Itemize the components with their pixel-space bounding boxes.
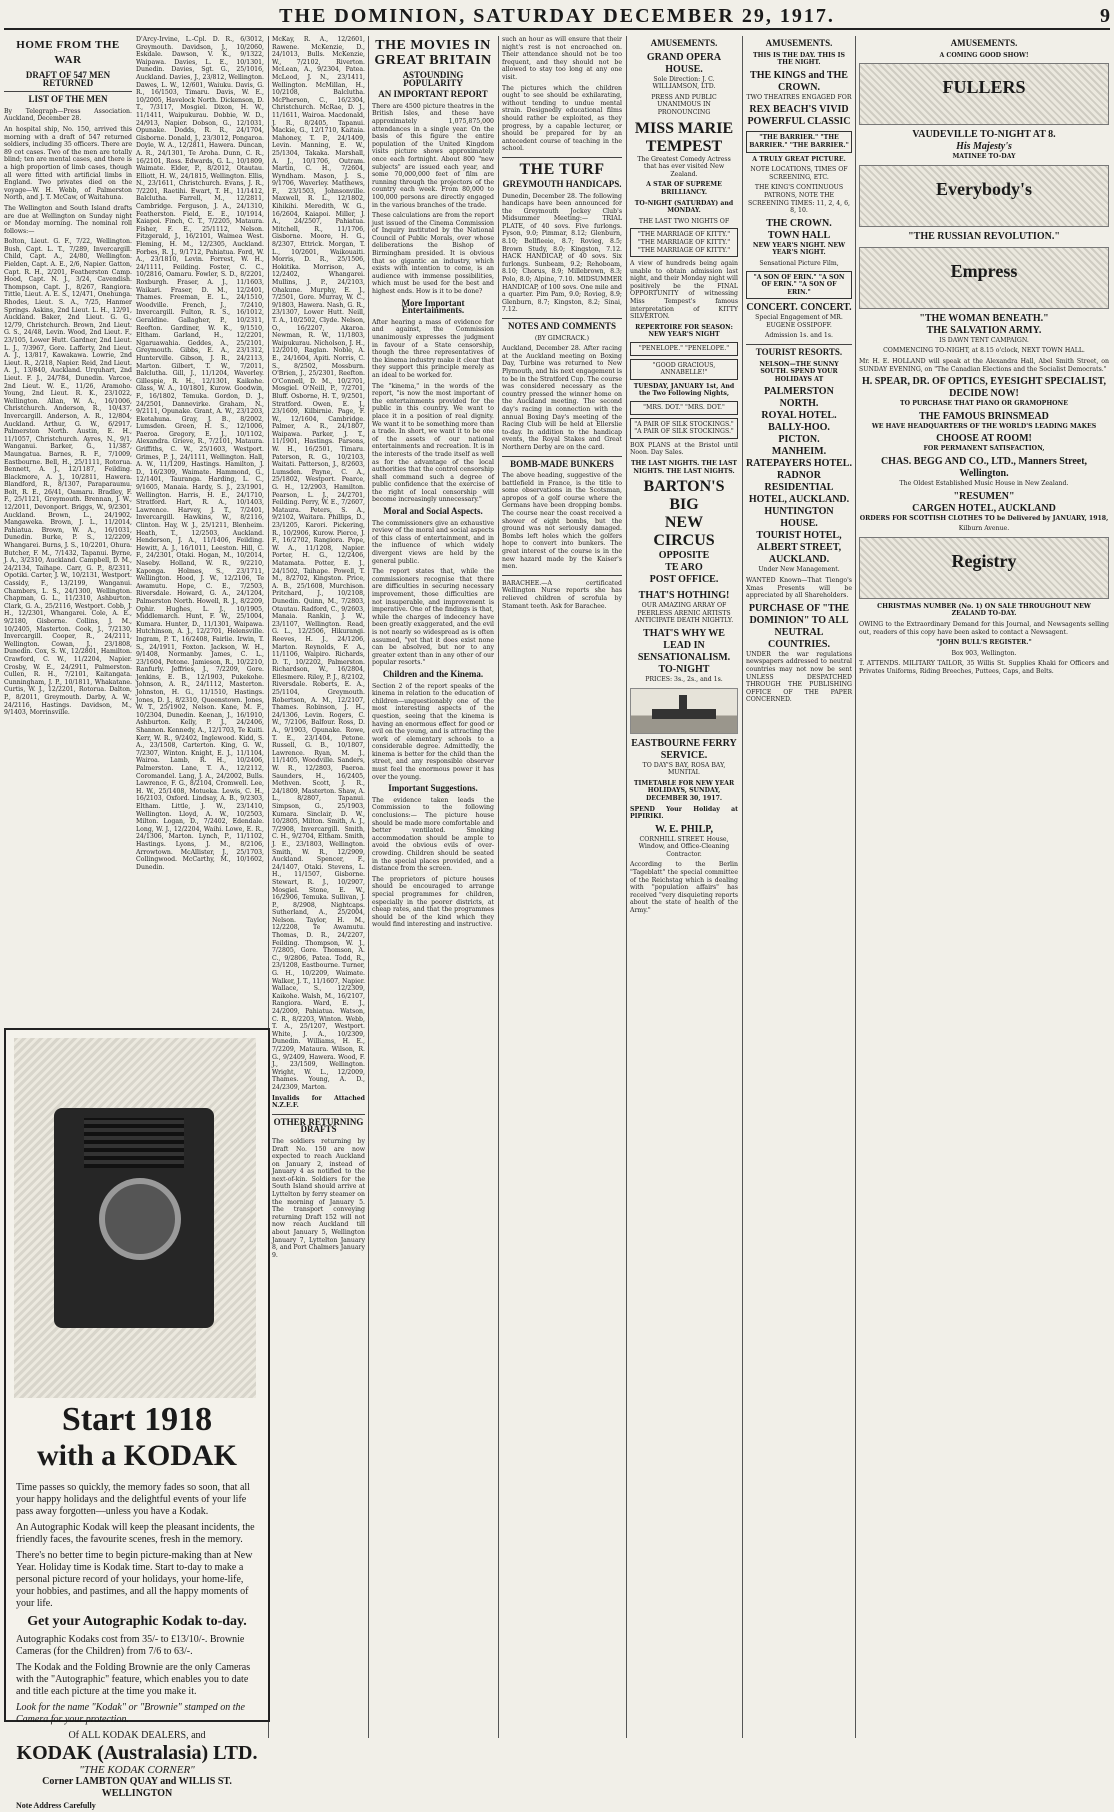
article-heading: THE TURF <box>519 160 605 178</box>
article-paragraph: The soldiers returning by Draft No. 150 are now expected to reach Auckland on January 2, instead of January 4 as notified to the next-of-kin. Soldiers for the South Island should arrive at Lyttelton by ferry steamer on the morning of January 5. The transport conveying returning Draft 152 will not now reach Auckland till about January 5, Wellington January 7, Lyttelton January 8, and Port Chalmers January 9. <box>272 1137 365 1259</box>
column-amusements-3: AMUSEMENTS. A COMING GOOD SHOW! FULLERS VAUDEVILLE TO-NIGHT AT 8. His Majesty's MATINEE TO-DAY Everybody's "THE RUSSIAN REVOLUTION." Empress "THE WOMAN BENEATH." THE SALVATION ARMY. IS DAWN TENT CAMPAIGN. COMMENCING TO-NIGHT, at 8.15 o'clock, NEXT TOWN HALL. Mr. H. E. HOLLAND will speak at the Alexandra Hall, Abel Smith Street, on SUNDAY EVENING, on "The Canadian Elections and the Socialist Democrats." H. SPEAR, DR. OF OPTICS, EYESIGHT SPECIALIST, DECIDE NOW! TO PURCHASE THAT PIANO OR GRAMOPHONE THE FAMOUS BRINSMEAD WE HAVE HEADQUARTERS OF THE WORLD'S LEADING MAKES CHOOSE AT ROOM! FOR PERMANENT SATISFACTION, CHAS. BEGG AND CO., LTD., Manners Street, Wellington. The Oldest Established Music House in New Zealand. "RESUMEN" CARGEN HOTEL, AUCKLAND ORDERS FOR SCOTTISH CLOTHES TO be Delivered by JANUARY, 1918, Kilburn Avenue. Registry CHRISTMAS NUMBER (No. 1) ON SALE THROUGHOUT NEW ZEALAND TO-DAY. OWING to the Extraordinary Demand for this Journal, and Newsagents selling out, readers of this copy have been asked to contact a Newsagent. "JOHN BULL'S REGISTER." Box 903, Wellington. T. ATTENDS. MILITARY TAILOR, 35 Willis St. Supplies Khaki for Officers and Privates Uniforms, Riding Breeches, Puttees, Caps, and Belts. <box>859 38 1109 675</box>
article-heading: THE MOVIES IN GREAT BRITAIN <box>374 38 492 68</box>
kodak-body: Time passes so quickly, the memory fades so soon, that all your happy holidays and the delightful events of your life pass away forgotten—unless you have a Kodak. An Autographic Kodak will keep the pleasant incidents, the friendly faces, the favourite scenes, fresh in the memory. There's no better time to begin picture-making than at New Year. Holiday time is Kodak time. Start to-day to make a personal picture record of your holidays, your home-life, your hobbies, and pastimes, and all the happy moments of your life. Get your Autographic Kodak to-day. Autographic Kodaks cost from 35/- to £13/10/-. Brownie Cameras (for the Children) from 7/6 to 63/-. The Kodak and the Folding Brownie are the only Cameras with the "Autographic" feature, which enables you to date and title each picture at the time you make it. Look for the name "Kodak" or "Brownie" stamped on the Camera for your protection. Of ALL KODAK DEALERS, and KODAK (Australasia) LTD. "THE KODAK CORNER" Corner LAMBTON QUAY and WILLIS ST. WELLINGTON Note Address Carefully <box>16 1482 258 1810</box>
column-names-3: McKay, R. A., 12/2601, Rawene. McKenzie, D., 24/1013, Bulls. McKenzie, W., 7/2102, Riverton. McLean, A., 9/2304, Patea. McLeod, J. N., 23/1411, Wellington. McMillan, H., 10/2108, Balclutha. McPherson, C., 16/2304, Christchurch. McRae, D. J., 11/1611, Wairoa. Macdonald, J. R., 8/2405, Tapanui. Mackie, G., 12/1710, Kaitaia. Mahoney, T. P., 24/1409, Levin. Manning, E. W., 25/1304, Takaka. Marshall, A. J., 10/1706, Outram. Martin, C. H., 7/2604, Wyndham. Mason, J. S., 9/1706, Waverley. Matthews, F., 23/1503, Johnsonville. Maxwell, R. L., 12/1802, Kihikihi. Meredith, W. G., 16/2604, Kaiapoi. Miller, J. A., 24/2507, Pahiatua. Mitchell, R., 11/1706, Gisborne. Moore, H. G., 8/2307, Ettrick. Morgan, T. L., 10/2601, Waikouaiti. Morris, D. R., 25/1506, Hokitika. Morrison, A., 12/2402, Whangarei. Mullins, J. P., 24/2103, Ohakune. Murphy, E. J., 7/2501, Gore. Murray, W. C., 9/1803, Hawera. Nash, G. R., 23/1307, Lower Hutt. Neill, T. A., 10/2502, Clyde. Nelson, O., 16/2207, Akaroa. Newman, R. W., 11/1803, Waipukurau. Nicholson, J. H., 12/2010, Raglan. Noble, A. E., 24/1604, Apiti. Norris, C. S., 8/2502, Mossburn. O'Brien, J., 25/2301, Reefton. O'Connell, D. M., 10/2701, Mosgiel. O'Neill, P., 7/2701, Bluff. Osborne, H. T., 9/2501, Stratford. Owen, E. J., 23/1609, Kilbirnie. Page, F. W., 12/1604, Cambridge. Palmer, A. R., 24/1807, Waipawa. Parker, J. T., 11/1901, Hastings. Parsons, W. H., 16/2501, Timaru. Paterson, R. G., 10/2103, Waitati. Patterson, J., 8/2603, Lumsden. Payne, C. A., 25/1802, Westport. Pearce, G. H., 12/2903, Hamilton. Pearson, L. J., 24/2701, Feilding. Perry, W. E., 7/2607, Mataura. Peters, S. A., 9/2102, Waitara. Phillips, D., 23/1205, Karori. Pickering, R., 10/2906, Kurow. Pierce, J. F., 16/2702, Rangiora. Pope, W. A., 11/1208, Napier. Porter, H. G., 12/2406, Matamata. Potter, E. J., 24/1502, Taihape. Powell, T. M., 8/2702, Kingston. Price, A. B., 25/1608, Murchison. Pritchard, J., 10/2108, Dunedin. Quinn, M., 7/2803, Otautau. Radford, C., 9/2603, Manaia. Rankin, J. W., 23/1107, Wellington. Read, G. L., 12/2506, Hikurangi. Reeves, H. J., 24/1206, Marton. Reynolds, F. A., 11/1106, Waipiro. Richards, D. T., 10/2202, Palmerston. Richardson, W., 16/2804, Ellesmere. Riley, P. J., 8/2102, Riversdale. Roberts, E. A., 25/1104, Greymouth. Robertson, A. M., 12/2107, Thames. Robinson, J. H., 24/1306, Levin. Rogers, C. W., 7/2106, Balfour. Ross, D. A., 9/1903, Opunake. Rowe, T. E., 23/1404, Petone. Russell, G. B., 10/1807, Lawrence. Ryan, M. J., 11/1405, Woodville. Sanders, W. R., 12/2803, Paeroa. Saunders, H., 16/2405, Methven. Scott, J. R., 24/1809, Masterton. Shaw, A. L., 8/2807, Tapanui. Simpson, G., 25/1903, Kumara. Sinclair, D. W., 10/2805, Milton. Smith, A. J., 7/2908, Invercargill. Smith, C. H., 9/2704, Eltham. Smith, J. E., 23/1803, Wellington. Smith, W. R., 12/2909, Auckland. Spencer, F., 24/1407, Otaki. Stevens, L. H., 11/1507, Gisborne. Stewart, R. J., 10/2907, Mosgiel. Stone, E. W., 16/2906, Temuka. Sullivan, J. P., 8/2908, Nightcaps. Sutherland, A., 25/2004, Nelson. Taylor, H. M., 12/2208, Te Awamutu. Thomas, D. R., 24/2207, Feilding. Thompson, W. J., 7/2805, Gore. Thomson, A. C., 9/2806, Patea. Todd, R., 23/1208, Eastbourne. Turner, G. H., 10/2209, Waimate. Walker, J. T., 11/1607, Napier. Wallace, S., 12/2309, Kaikohe. Walsh, M., 16/2107, Rangiora. Ward, E. J., 24/2009, Pahiatua. Watson, C. R., 8/2203, Winton. Webb, T. A., 25/1207, Westport. White, J. A., 10/2309, Dunedin. Williams, H. E., 7/2209, Mataura. Wilson, R. G., 9/2409, Hawera. Wood, F. J., 23/1509, Wellington. Wright, W. L., 12/2009, Thames. Young, A. D., 24/2309, Marton. Invalids for Attached N.Z.E.F. OTHER RETURNING DRAFTS The soldiers returning by Draft No. 150 are now expected to reach Auckland on January 2, instead of January 4 as notified to the next-of-kin. Soldiers for the South Island should arrive at Lyttelton by ferry steamer on the morning of January 5. The transport conveying returning Draft 152 will not now reach Auckland till about January 5, Wellington January 7, Lyttelton January 8, and Port Chalmers January 9. <box>272 36 365 1259</box>
column-turf: such an hour as will ensure that their night's rest is not encroached on. Their attendance should not be too frequent, and they should not be allowed to stay too long at any one visit. The pictures which the children ought to see should be exhilarating, without tending to undue mental strain. Designedly educational films should rather be exploited, as they progress, by a capable lecturer, or should be prepared for by an antecedent course of teaching in the school. THE TURF GREYMOUTH HANDICAPS. Dunedin, December 28. The following handicaps have been announced for the Greymouth Jockey Club's Midsummer Meeting:— TRIAL PLATE, of 40 sovs. Five furlongs. Fyson, 9.0; Pimmar, 8.12; Glenburn, 8.10; Bellfieeie, 8.7; Rovieg, 8.5; Brown Study, 8.0; Kingston, 7.12. HACK HANDICAP, of 40 sovs. Six furlongs. Sunbeam, 9.2; Rehoboam, 8.10; Chorus, 8.9; Millebrown, 8.3; Polo, 8.0; Alpine, 7.10. MIDSUMMER HANDICAP, of 100 sovs. One mile and a quarter. Pim Pam, 9.0; Rovieg, 8.9; Glenburn, 8.7; Kingston, 8.2; Sinai, 7.12. NOTES AND COMMENTS (BY GIMCRACK.) Auckland, December 28. After racing at the Auckland meeting on Boxing Day, Turbine was returned to New Plymouth, and his next engagement is to be in the Stratford Cup. The course was considered necessary as the country pressed the winner home on the Auckland meeting. The second day's racing in connection with the annual Boxing Day's meeting of the Racing Club will be held at Ellerslie to-day. In addition to the handicap events, the Royal Stakes and Great Northern Derby are on the card. BOMB-MADE BUNKERS The above heading, suggestive of the battlefield in France, is the title to some observations in the Scotsman, apropos of a golf course where the Germans have been dropping bombs. The course near the coast received a shower of eight bombs, but the ground was not seriously damaged. Bombs left holes which the golfers hope to convert into bunkers. The great interest of the course is in the new hazard made by the Kaiser's men. BARACHEE.—A certificated Wellington Nurse reports she has relieved children of scrofula by Stamant teeth. Ask for Barachee. <box>502 36 622 610</box>
article-paragraph: An hospital ship, No. 150, arrived this morning with a draft of 547 returned soldiers, including 35 officers. There are 89 cot cases. Two of the men are totally blind; ten are mental cases, and there is a high proportion of limb cases, though all were fitted with artificial limbs in England. Two privates died on the voyage—W. H. Webb, of Palmerston North, and J. T. McCaw, of Waitahuna. <box>4 125 132 202</box>
article-subheading: DRAFT OF 547 MEN RETURNED <box>25 70 111 88</box>
column-rule <box>368 36 369 1738</box>
name-list: Bolton, Lieut. G. F., 7/22, Wellington. Bush, Capt. L. T., 7/289, Invercargill. Child, Capt. A., 24/80, Wellington. Fielden, Capt. A. E., 2/6, Napier. Gatton, Capt. R. H., 2/201, Featherston Camp. Hood, Capt. N. J., 3/24, Cavendish. Thompson, Capt. J., 8/267, Rangiora. Tittle, Lieut. A. E. S., 12/471, Onehunga. Rhodes, Lieut. S. A., 7/25, Hanmer Springs. Askins, 2nd Lieut. L. H., 12/91, Auckland. Baker, 2nd Lieut. G. G., 12/79, Christchurch. Brown, 2nd Lieut. G. S., 24/48, Levin. Wood, 2nd Lieut. F., 23/105, Lower Hutt. Gardner, 2nd Lieut. L. J., 7/3967, Gore. Lafferty, 2nd Lieut. A. J., 13/817, Kawakawa. Lowrie, 2nd Lieut. R., 2/218, Napier. Reid, 2nd Lieut. A. J., 13/840, Auckland. Urquhart, 2nd Lieut. F. J., 24/784, Dunedin. Varcoe, 2nd Lieut. W. E., 11/26, Aramoho. Young, 2nd Lieut. R. K., 23/1022, Wellington. Allan, W. A., 16/1006, Christchurch. Anderson, R., 10/437, Invercargill. Anderson, A. R., 12/804, Auckland. Arthur, G. W., 6/2917, Palmerston North. Austin, E. H., 11/1057, Christchurch. Ayres, N., 9/1, Wanganui. Barker, G., 11/387, Maungatua. Barnes, R. F., 7/1009, Eastbourne. Bell, H., 25/1111, Rotorua. Bennett, A. J., 12/1187, Feilding. Blackmore, A. J., 10/2811, Hawera. Blandford, R., 8/1307, Paraparaumu. Bolt, R. E., 26/41, Oamaru. Bradley, F. F., 25/1121, Greymouth. Brennan, J. W., 12/2011, Devonport. Briggs, W., 9/2301, Auckland. Brown, L., 24/1902, Mangaweka. Brown, J. L., 11/2014, Pahiatua. Brown, W. A., 16/1031, Dunedin. Burke, P. S., 12/2209, Whangarei. Burns, J. S., 10/2201, Ohura. Butcher, F. M., 7/1432, Tapanui. Byrne, J. A., 3/2310, Auckland. Campbell, D. M., 24/2134, Taihape. Carr, G. P., 8/2311, Opotiki. Carter, J. W., 10/2131, Westport. Cassidy, F., 13/2199, Wanganui. Chambers, L. S., 24/1300, Wellington. Chapman, G. L., 11/2310, Ashburton. Clark, G. A., 25/2116, Westport. Cobb, J. H., 12/2301, Whangarei. Cole, A. E., 9/2180, Gisborne. Collins, J. M., 10/2405, Masterton. Cook, J., 7/2130, Invercargill. Cooper, R., 24/2111, Wellington. Cowan, J., 23/1808, Dunedin. Cox, S. W., 12/2801, Hamilton. Crawford, C. W., 11/2204, Napier. Crosby, W. E., 24/2911, Palmerston. Cullen, R. H., 7/2101, Kaitangata. Cunningham, J. P., 10/1811, Whakatane. Curtis, W. J., 12/2201, Rotorua. Dalton, P., 8/2011, Greymouth. Darby, A. W., 24/2116, Hastings. Davidson, M., 9/1403, Morrinsville. <box>4 238 132 717</box>
column-home-from-war <box>4 36 132 1022</box>
fullers-logo: FULLERS <box>859 63 1109 125</box>
column-names-2 <box>136 36 264 1022</box>
everybodys-logo: Everybody's <box>859 165 1109 227</box>
name-list: McKay, R. A., 12/2601, Rawene. McKenzie, D., 24/1013, Bulls. McKenzie, W., 7/2102, Riverton. McLean, A., 9/2304, Patea. McLeod, J. N., 23/1411, Wellington. McMillan, H., 10/2108, Balclutha. McPherson, C., 16/2304, Christchurch. McRae, D. J., 11/1611, Wairoa. Macdonald, J. R., 8/2405, Tapanui. Mackie, G., 12/1710, Kaitaia. Mahoney, T. P., 24/1409, Levin. Manning, E. W., 25/1304, Takaka. Marshall, A. J., 10/1706, Outram. Martin, C. H., 7/2604, Wyndham. Mason, J. S., 9/1706, Waverley. Matthews, F., 23/1503, Johnsonville. Maxwell, R. L., 12/1802, Kihikihi. Meredith, W. G., 16/2604, Kaiapoi. Miller, J. A., 24/2507, Pahiatua. Mitchell, R., 11/1706, Gisborne. Moore, H. G., 8/2307, Ettrick. Morgan, T. L., 10/2601, Waikouaiti. Morris, D. R., 25/1506, Hokitika. Morrison, A., 12/2402, Whangarei. Mullins, J. P., 24/2103, Ohakune. Murphy, E. J., 7/2501, Gore. Murray, W. C., 9/1803, Hawera. Nash, G. R., 23/1307, Lower Hutt. Neill, T. A., 10/2502, Clyde. Nelson, O., 16/2207, Akaroa. Newman, R. W., 11/1803, Waipukurau. Nicholson, J. H., 12/2010, Raglan. Noble, A. E., 24/1604, Apiti. Norris, C. S., 8/2502, Mossburn. O'Brien, J., 25/2301, Reefton. O'Connell, D. M., 10/2701, Mosgiel. O'Neill, P., 7/2701, Bluff. Osborne, H. T., 9/2501, Stratford. Owen, E. J., 23/1609, Kilbirnie. Page, F. W., 12/1604, Cambridge. Palmer, A. R., 24/1807, Waipawa. Parker, J. T., 11/1901, Hastings. Parsons, W. H., 16/2501, Timaru. Paterson, R. G., 10/2103, Waitati. Patterson, J., 8/2603, Lumsden. Payne, C. A., 25/1802, Westport. Pearce, G. H., 12/2903, Hamilton. Pearson, L. J., 24/2701, Feilding. Perry, W. E., 7/2607, Mataura. Peters, S. A., 9/2102, Waitara. Phillips, D., 23/1205, Karori. Pickering, R., 10/2906, Kurow. Pierce, J. F., 16/2702, Rangiora. Pope, W. A., 11/1208, Napier. Porter, H. G., 12/2406, Matamata. Potter, E. J., 24/1502, Taihape. Powell, T. M., 8/2702, Kingston. Price, A. B., 25/1608, Murchison. Pritchard, J., 10/2108, Dunedin. Quinn, M., 7/2803, Otautau. Radford, C., 9/2603, Manaia. Rankin, J. W., 23/1107, Wellington. Read, G. L., 12/2506, Hikurangi. Reeves, H. J., 24/1206, Marton. Reynolds, F. A., 11/1106, Waipiro. Richards, D. T., 10/2202, Palmerston. Richardson, W., 16/2804, Ellesmere. Riley, P. J., 8/2102, Riversdale. Roberts, E. A., 25/1104, Greymouth. Robertson, A. M., 12/2107, Thames. Robinson, J. H., 24/1306, Levin. Rogers, C. W., 7/2106, Balfour. Ross, D. A., 9/1903, Opunake. Rowe, T. E., 23/1404, Petone. Russell, G. B., 10/1807, Lawrence. Ryan, M. J., 11/1405, Woodville. Sanders, W. R., 12/2803, Paeroa. Saunders, H., 16/2405, Methven. Scott, J. R., 24/1809, Masterton. Shaw, A. L., 8/2807, Tapanui. Simpson, G., 25/1903, Kumara. Sinclair, D. W., 10/2805, Milton. Smith, A. J., 7/2908, Invercargill. Smith, C. H., 9/2704, Eltham. Smith, J. E., 23/1803, Wellington. Smith, W. R., 12/2909, Auckland. Spencer, F., 24/1407, Otaki. Stevens, L. H., 11/1507, Gisborne. Stewart, R. J., 10/2907, Mosgiel. Stone, E. W., 16/2906, Temuka. Sullivan, J. P., 8/2908, Nightcaps. Sutherland, A., 25/2004, Nelson. Taylor, H. M., 12/2208, Te Awamutu. Thomas, D. R., 24/2207, Feilding. Thompson, W. J., 7/2805, Gore. Thomson, A. C., 9/2806, Patea. Todd, R., 23/1208, Eastbourne. Turner, G. H., 10/2209, Waimate. Walker, J. T., 11/1607, Napier. Wallace, S., 12/2309, Kaikohe. Walsh, M., 16/2107, Rangiora. Ward, E. J., 24/2009, Pahiatua. Watson, C. R., 8/2203, Winton. Webb, T. A., 25/1207, Westport. White, J. A., 10/2309, Dunedin. Williams, H. E., 7/2209, Mataura. Wilson, R. G., 9/2409, Hawera. Wood, F. J., 23/1509, Wellington. Wright, W. L., 12/2009, Thames. Young, A. D., 24/2309, Marton. <box>272 36 365 1091</box>
column-rule <box>498 36 499 1738</box>
kodak-headline: Start 1918 with a KODAK <box>36 1401 237 1472</box>
ferry-ship-icon <box>630 688 738 734</box>
article-subheading: OTHER RETURNING DRAFTS <box>273 1116 364 1135</box>
column-movies: THE MOVIES IN GREAT BRITAIN ASTOUNDING POPULARITY AN IMPORTANT REPORT There are 4500 picture theatres in the British Isles, and these have approximately 1,075,875,000 attendances in a single year. On the basis of this figure the entire population of the United Kingdom visits picture shows approximately once each fortnight. About 800 "new subjects" are issued each year, and some 70,000,000 feet of film are running through the projectors of the country each week. From 80,000 to 100,000 persons are directly engaged in the various branches of the trade. These calculations are from the report just issued of the Cinema Commission of Inquiry instituted by the National Council of Public Morals, over whose deliberations the Bishop of Birmingham presided. It is obvious that so gigantic an industry, which exists with intention to come, is an audience with immense possibilities, which must be used for the best and highest ends. How is it to be done? More Important Entertainments. After hearing a mass of evidence for and against, the Commission unanimously expresses the judgment in favour of a State censorship, though the three representatives of the kinema industry make it clear that they support this principle merely as an ideal to be worked for. The "kinema," in the words of the report, "is now the most important of the entertainments provided for the public in this country. We want to place it in a position of real dignity. We want it to be something more than a trade. In short, we want it to be one of the assets of our national entertainments and recreation. It is in the interests of the trade itself as well as for the advantage of the local authorities that the control censorship shall command such a degree of public confidence that the exercise of the right of local censorship will become increasingly unnecessary." Moral and Social Aspects. The commissioners give an exhaustive review of the moral and social aspects of this class of entertainment, and in the influence of which widely divergent views are held by the general public. The report states that, while the commissioners recognise that there are difficulties in securing necessary improvement, those difficulties are not insuperable, and improvement is imperative. One of the findings is that, while the charges of indecency have been greatly exaggerated, and the evil is not nearly so widespread as is often assumed, "yet that it does exist none can be absolved, but nor to any greater extent than in any other of our popular resorts." Children and the Kinema. Section 2 of the report speaks of the kinema in relation to the education of children—unquestionably one of the most interesting aspects of the question, seeing that the kinema is having an enormous effect for good or evil on the young, and is attracting the work of elementary schools to a considerable degree. Admittedly, the kinema is better for the child than the street, and any responsible observer must feel the enormous power it has over the young. Important Suggestions. The evidence taken leads the Commission to the following conclusions:— The picture house should be made more comfortable and better ventilated. Smoking accommodation should be ample to avoid the obvious evils of over-crowding. Children should be seated in the special places provided, and a distance from the screen. The proprietors of picture houses should be encouraged to arrange special programmes for children, especially in the poorer districts, at cheap rates, and that the programmes should be of the kind which they would find interesting and instructive. <box>372 38 494 929</box>
masthead-title: THE DOMINION, SATURDAY DECEMBER 29, 1917. <box>279 5 835 27</box>
masthead <box>4 2 1110 30</box>
column-rule <box>855 36 856 1738</box>
article-dateline: By Telegraph—Press Association. Auckland, December 28. <box>4 107 132 123</box>
column-amusements-2: AMUSEMENTS. THIS IS THE DAY. THIS IS THE NIGHT. THE KINGS and THE CROWN. TWO THEATRES ENGAGED FOR REX BEACH'S VIVID POWERFUL CLASSIC "THE BARRIER." "THE BARRIER." "THE BARRIER." A TRULY GREAT PICTURE. NOTE LOCATIONS, TIMES OF SCREENING, ETC. THE KING'S CONTINUOUS PATRONS, NOTE THE SCREENING TIMES: 11, 2, 4, 6, 8, 10. THE CROWN. TOWN HALL NEW YEAR'S NIGHT. NEW YEAR'S NIGHT. Sensational Picture Film, "A SON OF ERIN." "A SON OF ERIN." "A SON OF ERIN." CONCERT. CONCERT. Special Engagement of MR. EUGENE OSSIPOFF. Admission 1s. and 1s. TOURIST RESORTS. NELSON—THE SUNNY SOUTH. SPEND YOUR HOLIDAYS AT PALMERSTON NORTH. ROYAL HOTEL. BALLY-HOO. PICTON. MANHEIM. RATEPAYERS HOTEL. RADNOR RESIDENTIAL HOTEL, AUCKLAND. HUNTINGTON HOUSE. TOURIST HOTEL, ALBERT STREET, AUCKLAND. Under New Management. WANTED Known—That Tiengo's Xmas Presents will be appreciated by all Shareholders. PURCHASE OF "THE DOMINION" TO ALL NEUTRAL COUNTRIES. UNDER the war regulations newspapers addressed to neutral countries may not now be sent UNLESS DESPATCHED THROUGH THE PUBLISHING OFFICE OF THE PAPER CONCERNED. <box>746 38 852 704</box>
marie-tempest-title: MISS MARIE TEMPEST <box>634 119 734 155</box>
kodak-illustration <box>14 1038 256 1398</box>
column-rule <box>626 36 627 1738</box>
column-rule <box>742 36 743 1738</box>
article-paragraph: The Wellington and South Island drafts are due at Wellington on Sunday night or Monday morning. The nominal roll follows:— <box>4 204 132 235</box>
camera-icon <box>54 1108 214 1328</box>
article-heading: HOME FROM THE WAR <box>16 39 120 66</box>
column-amusements-1: AMUSEMENTS. GRAND OPERA HOUSE. Sole Direction: J. C. WILLIAMSON, LTD. PRESS AND PUBLIC UNANIMOUS IN PRONOUNCING MISS MARIE TEMPEST The Greatest Comedy Actress that has ever visited New Zealand. A STAR OF SUPREME BRILLIANCY. TO-NIGHT (SATURDAY) and MONDAY. THE LAST TWO NIGHTS OF "THE MARRIAGE OF KITTY." "THE MARRIAGE OF KITTY." "THE MARRIAGE OF KITTY." A view of hundreds being again unable to obtain admission last night, and their Monday night will positively be the FINAL OPPORTUNITY of witnessing Miss Tempest's famous interpretation of KITTY SILVERTON. REPERTOIRE FOR SEASON: NEW YEAR'S NIGHT "PENELOPE." "PENELOPE." "GOOD GRACIOUS, ANNABELLE!" TUESDAY, JANUARY 1st, And the Two Following Nights, "MRS. DOT." "MRS. DOT." "A PAIR OF SILK STOCKINGS." "A PAIR OF SILK STOCKINGS." BOX PLANS at the Bristol until Noon. Day Sales. THE LAST NIGHTS. THE LAST NIGHTS. THE LAST NIGHTS. BARTON'S BIG NEW CIRCUS OPPOSITE TE ARO POST OFFICE. THAT'S HOTHING! OUR AMAZING ARRAY OF PEERLESS ARENIC ARTISTS ANTICIPATE DEATH NIGHTLY. THAT'S WHY WE LEAD IN SENSATIONALISM. TO-NIGHT PRICES: 3s., 2s., and 1s. EASTBOURNE FERRY SERVICE. TO DAY'S BAY, ROSA BAY, MUNITAI. TIMETABLE FOR NEW YEAR HOLIDAYS, SUNDAY, DECEMBER 30, 1917. SPEND Your Holiday at PIPIRIKI. W. E. PHILP, CORNHILL STREET. House, Window, and Office-Cleaning Contractor. According to the Berlin "Tageblatt" the special committee of the Reichstag which is dealing with "population affairs" has received "very disquieting reports about the state of health of the Army." <box>630 38 738 915</box>
kodak-advertisement <box>4 1028 270 1810</box>
registry-logo: Registry <box>859 537 1109 599</box>
article-subheading: LIST OF THE MEN <box>28 94 108 105</box>
name-list: D'Arcy-Irvine, L.-Cpl. D. R., 6/3012, Greymouth. Davidson, J., 10/2060, Eskdale. Dawson, V. K., 9/1322, Waipawa. Davies, L. E., 10/1301, Dunedin. Davies, Sgt. G., 25/1016, Auckland. Davies, J., 23/812, Wellington. Dawes, L. W., 12/601, Waiuku. Davis, G. R., 16/1503, Timaru. Davis, W. E., 10/2005, Havelock North. Dickenson, D. T., 7/3117, Mosgiel. Dixon, H. W., 11/1411, Waipukurau. Dobbie, W. D., 24/913, Napier. Dobson, G., 12/1031, Opunake. Dodds, R. R., 24/1704, Gisborne. Donald, J., 23/3012, Pongaroa. Doyle, W. A., 12/2811, Hawera. Duncan, A. R., 24/1301, Te Aroha. Dunn, C. R., 16/2101, Ross. Edwards, G. L., 10/1809, Waimate. Elder, P., 8/2012, Otautau. Elliott, H. W., 24/1815, Wellington. Ellis, N., 23/1611, Christchurch. Evans, J. R., 7/2201, Raetihi. Ewart, T. H., 11/1412, Balclutha. Farrell, M., 12/2811, Cambridge. Ferguson, J. A., 24/1310, Featherston. Field, E. E., 10/1914, Kaiapoi. Finch, C. T., 7/2205, Mataura. Fisher, F. E., 25/1112, Nelson. Fitzgerald, J., 16/2101, Waimea West. Fleming, H. M., 12/2305, Auckland. Forbes, R. J., 9/1712, Pahiatua. Ford, W. A., 23/1810, Levin. Forrest, W. H., 24/1111, Feilding. Foster, C. C., 10/2816, Oamaru. Fowler, S. D., 8/2201, Roxburgh. Fraser, A. J., 11/1603, Waikari. Fraser, D. M., 12/2401, Thames. Freeman, E. L., 24/1510, Woodville. French, J., 7/2410, Invercargill. Fulton, R. S., 16/1012, Geraldine. Gallagher, P., 10/2311, Reefton. Gardiner, W. K., 9/1510, Eltham. Garland, H., 12/2201, Ngaruawahia. Geddes, A., 25/2101, Greymouth. Gibbs, E. A., 23/1312, Hunterville. Gibson, J. R., 24/2113, Marton. Gilbert, T. W., 7/2011, Balclutha. Gill, J., 11/1204, Waverley. Gillespie, R. H., 12/1301, Kaikohe. Glass, W. A., 10/1801, Kurow. Goodwin, F., 16/1802, Temuka. Gordon, D. J., 24/2501, Dannevirke. Graham, N., 9/2111, Opunake. Grant, A. W., 23/1203, Eketahuna. Gray, J. B., 8/2002, Lumsden. Green, H. S., 12/1006, Paeroa. Gregory, E. J., 10/1102, Alexandra. Grieve, R., 7/2101, Mataura. Griffiths, C. W., 25/1603, Westport. Grimes, P. J., 24/1111, Wellington. Hall, A. W., 11/1209, Hastings. Hamilton, J. D., 16/2309, Waimate. Hammond, G., 12/1401, Tauranga. Harding, L. C., 9/1605, Manaia. Hardy, S. J., 23/1901, Wellington. Harris, H. E., 24/1710, Stratford. Hart, R. A., 10/1403, Lawrence. Harvey, J. T., 7/2401, Invercargill. Hawkins, W., 8/2116, Clinton. Hay, W. J., 25/1211, Blenheim. Heath, T., 12/2503, Auckland. Henderson, J. A., 11/1406, Feilding. Hewitt, A. J., 16/1011, Leeston. Hill, C. F., 24/2301, Otaki. Hogan, M., 10/2014, Naseby. Holland, W. R., 9/2210, Kaponga. Holmes, S., 23/1711, Wellington. Hood, J. W., 12/2106, Te Awamutu. Hope, C. E., 7/2503, Riversdale. Howard, G. A., 24/1204, Palmerston North. Howell, R. J., 8/2209, Ophir. Hughes, L. J., 10/1905, Middlemarch. Hunt, F. W., 25/1004, Kumara. Hunter, D., 11/1301, Waipawa. Hutchinson, A. J., 12/2701, Helensville. Ingram, P. T., 16/2408, Fairlie. Irwin, T. S., 24/1911, Foxton. Jackson, W. H., 9/1408, Normanby. James, C. L., 23/1604, Petone. Jamieson, R., 10/2210, Ranfurly. Jeffries, J., 7/2209, Gore. Jenkins, E. B., 12/1903, Pukekohe. Johnson, A. R., 24/1112, Masterton. Johnston, H. G., 11/1510, Hastings. Jones, D. J., 8/2310, Queenstown. Jones, W. T., 25/1902, Nelson. Kane, M. F., 10/2304, Dunedin. Keenan, J., 16/1910, Ashburton. Kelly, P. J., 24/2406, Shannon. Kennedy, A., 12/1703, Te Kuiti. Kerr, W. R., 9/2402, Inglewood. Kidd, S. A., 23/1508, Carterton. King, G. W., 7/2307, Winton. Knight, E. J., 11/1104, Wairoa. Lamb, R. H., 10/2406, Palmerston. Lane, T. A., 12/2112, Coromandel. Lang, J. A., 24/2002, Bulls. Lawrence, F. G., 8/2104, Cromwell. Lee, H. W., 25/1408, Motueka. Lewis, C. H., 16/2103, Oxford. Lindsay, A. B., 9/2303, Eltham. Little, J. W., 23/1410, Wellington. Lloyd, A. W., 10/2503, Milton. Logan, D., 7/2402, Edendale. Long, W. J., 12/2204, Waihi. Lowe, E. R., 24/1306, Marton. Lynch, P., 11/1102, Hastings. Lyons, J. M., 8/2106, Arrowtown. McAllister, J., 25/1703, Collingwood. McCarthy, M., 10/1602, Dunedin. <box>136 36 265 871</box>
empress-logo: Empress <box>859 247 1109 309</box>
page-number: 9 <box>1100 5 1110 27</box>
kodak-brand: KODAK (Australasia) LTD. <box>16 1742 258 1764</box>
